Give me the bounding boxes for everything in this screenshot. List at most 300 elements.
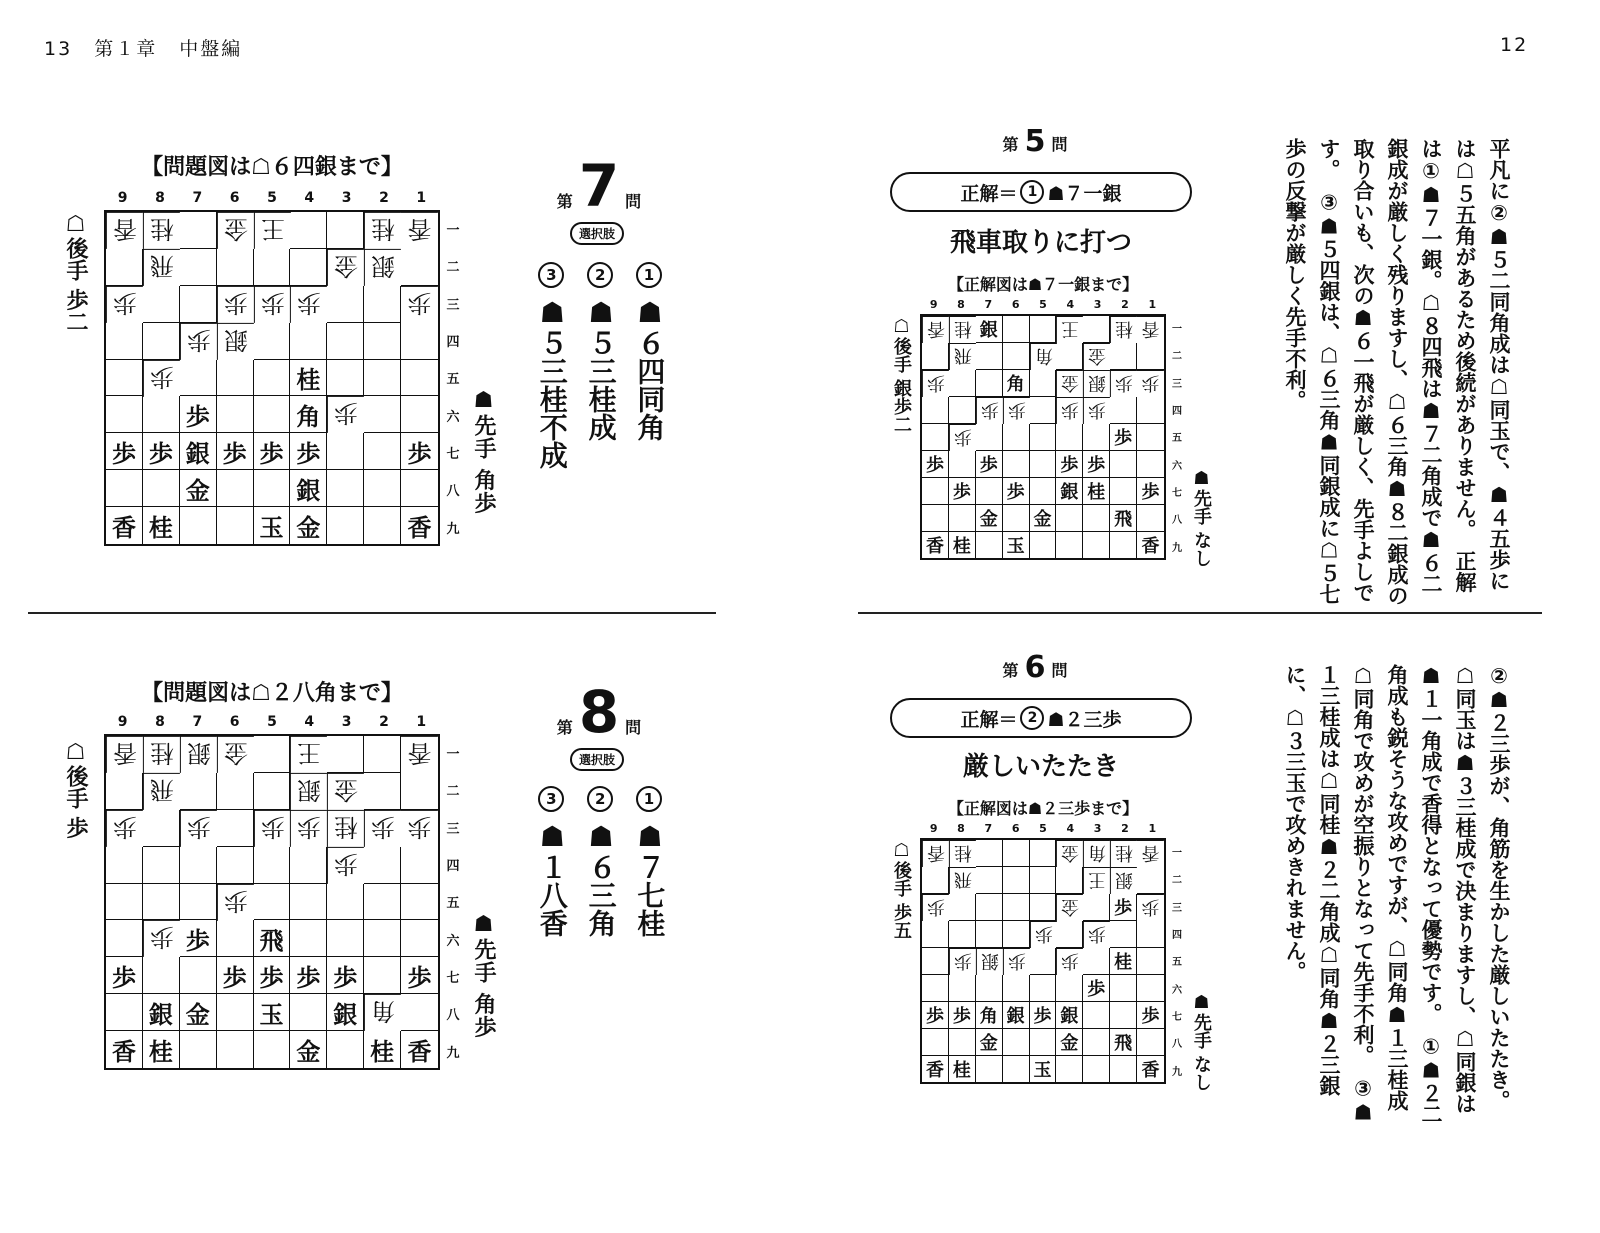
gote-piece: 桂: [1110, 840, 1137, 867]
sente-piece: 玉: [1030, 1056, 1057, 1082]
sente-piece: 玉: [1003, 532, 1030, 558]
board-square: [1003, 867, 1030, 894]
rank-label: 九: [1172, 1066, 1182, 1078]
sente-piece: 金: [976, 505, 1003, 532]
file-label: 9: [117, 190, 128, 206]
board-square: [217, 994, 254, 1031]
rank-label: 一: [1172, 324, 1182, 336]
question-number: 8: [578, 678, 620, 746]
answer-box: [890, 172, 1192, 212]
sente-piece: 歩: [401, 957, 438, 994]
question-heading: [540, 152, 658, 220]
board-square: [401, 360, 438, 397]
gote-piece: 歩: [1056, 948, 1083, 975]
board-square: [143, 286, 180, 323]
gote-piece: 香: [106, 212, 143, 249]
sente-piece: 銀: [1003, 1002, 1030, 1029]
board-square: [1110, 532, 1137, 558]
board-square: [401, 884, 438, 921]
board-square: [976, 975, 1003, 1002]
rank-labels: [1168, 838, 1186, 1084]
rank-label: 二: [1172, 351, 1182, 363]
file-label: 6: [229, 190, 240, 206]
board-square: [143, 470, 180, 507]
rank-label: 三: [446, 297, 460, 313]
board-square: [1030, 948, 1057, 975]
answer-box: [890, 698, 1192, 738]
board-square: [364, 884, 401, 921]
file-label: 3: [1093, 822, 1102, 835]
board-square: [976, 1056, 1003, 1082]
board-square: [976, 840, 1003, 867]
commentary: 平凡に②☗５二同角成は☖同玉で、☗４五歩には☖５五角があるため後続がありません。 正解は①☗７一銀。☖８四飛は☗７二角成で☗６二銀成が厳しく残りますし、☖６三角☗８二銀成の取り合いも、次の☗６一飛が厳しく、先手よしです。 ③☗５四銀は、☖６三角☗同銀成に☖５七歩の反撃が厳しく先手不利。: [1283, 138, 1511, 606]
board-square: [327, 323, 364, 360]
choices-label: 選択肢: [570, 222, 624, 245]
chapter-label: 第１章: [94, 38, 158, 60]
sente-piece: 銀: [143, 994, 180, 1031]
board-square: [254, 323, 291, 360]
board-square: [254, 1031, 291, 1068]
board-square: [1030, 478, 1057, 505]
board-square: [976, 532, 1003, 558]
gote-piece: 金: [327, 773, 364, 810]
page-number-right: 12: [1500, 34, 1529, 56]
board-square: [217, 507, 254, 544]
gote-piece: 歩: [106, 810, 143, 847]
gote-piece: 歩: [1083, 397, 1110, 424]
gote-piece: 銀: [1110, 867, 1137, 894]
gote-piece: 飛: [143, 249, 180, 286]
file-label: 2: [379, 190, 389, 206]
board-square: [1030, 370, 1057, 397]
gote-piece: 歩: [290, 810, 327, 847]
board-square: [1056, 505, 1083, 532]
gote-piece: 王: [254, 212, 291, 249]
sente-piece: 歩: [1137, 478, 1164, 505]
board-square: [976, 370, 1003, 397]
question-label-post: 問: [1051, 661, 1068, 680]
board-square: [364, 360, 401, 397]
sente-piece: 銀: [180, 433, 217, 470]
gote-piece: 銀: [976, 948, 1003, 975]
gote-piece: 香: [401, 212, 438, 249]
gote-piece: 桂: [143, 212, 180, 249]
board-square: [327, 1031, 364, 1068]
board-square: [180, 847, 217, 884]
gote-hand: ☖後手 銀歩二: [891, 316, 912, 434]
board-square: [106, 920, 143, 957]
sente-piece: 歩: [217, 433, 254, 470]
sente-piece: 金: [1056, 1029, 1083, 1056]
board-square: [217, 470, 254, 507]
board-square: [1003, 1056, 1030, 1082]
board-square: [1003, 343, 1030, 370]
question-label-pre: 第: [556, 192, 573, 212]
file-label: 9: [117, 714, 128, 730]
gote-piece: 歩: [143, 360, 180, 397]
board-square: [254, 736, 291, 773]
board-square: [327, 212, 364, 249]
sente-piece: 歩: [290, 957, 327, 994]
divider-right: [858, 612, 1542, 614]
sente-piece: 金: [1030, 505, 1057, 532]
board-square: [364, 323, 401, 360]
file-label: 8: [957, 298, 965, 311]
board-square: [1003, 975, 1030, 1002]
gote-piece: 王: [1056, 316, 1083, 343]
sente-piece: 桂: [143, 1031, 180, 1068]
gote-piece: 桂: [949, 316, 976, 343]
board-square: [1137, 397, 1164, 424]
gote-piece: 歩: [949, 948, 976, 975]
gote-piece: 桂: [143, 736, 180, 773]
rank-label: 九: [446, 521, 460, 537]
gote-piece: 歩: [1003, 948, 1030, 975]
rank-label: 三: [1172, 378, 1182, 390]
board-square: [1110, 1002, 1137, 1029]
board-square: [143, 957, 180, 994]
rank-label: 四: [1172, 406, 1182, 418]
gote-piece: 銀: [1083, 370, 1110, 397]
board-square: [1056, 532, 1083, 558]
answer-subtitle: 飛車取りに打つ: [949, 228, 1132, 258]
board-square: [949, 1029, 976, 1056]
sente-piece: 歩: [143, 433, 180, 470]
gote-piece: 飛: [949, 343, 976, 370]
board-square: [217, 773, 254, 810]
board-square: [254, 470, 291, 507]
sente-piece: 歩: [922, 1002, 949, 1029]
sente-piece: 歩: [327, 957, 364, 994]
board-square: [401, 249, 438, 286]
board-square: [976, 921, 1003, 948]
board-square: [364, 286, 401, 323]
sente-piece: 金: [290, 1031, 327, 1068]
gote-piece: 歩: [949, 424, 976, 451]
sente-piece: 歩: [106, 957, 143, 994]
answer-prefix: 正解＝: [960, 182, 1018, 205]
sente-piece: 桂: [949, 1056, 976, 1082]
commentary: ②☗２三歩が、角筋を生かした厳しいたたき。☖同玉は☗３三桂成で決まりますし、☖同銀は☗１一角成で香得となって優勢です。 ①☗２二角成も鋭そうな攻めですが、☖同角☗１三桂成☖同角で攻めが空振りとなって先手不利。 ③☗１三桂成は☖同桂☗２二角成☖同角☗２三銀に、☖３三玉で攻めきれません。: [1283, 664, 1511, 1125]
sente-piece: 銀: [976, 316, 1003, 343]
file-label: 4: [304, 190, 315, 206]
gote-piece: 金: [1056, 894, 1083, 921]
shogi-board: [920, 838, 1166, 1084]
rank-label: 六: [446, 409, 460, 425]
gote-piece: 歩: [976, 397, 1003, 424]
board-square: [180, 773, 217, 810]
board-square: [180, 212, 217, 249]
sente-piece: 歩: [180, 396, 217, 433]
sente-piece: 歩: [254, 957, 291, 994]
board-square: [180, 249, 217, 286]
board-square: [106, 396, 143, 433]
gote-piece: 銀: [290, 773, 327, 810]
board-square: [949, 921, 976, 948]
board-square: [1003, 921, 1030, 948]
gote-piece: 歩: [217, 286, 254, 323]
gote-piece: 金: [1056, 370, 1083, 397]
gote-piece: 銀: [217, 323, 254, 360]
file-label: 5: [267, 190, 277, 206]
rank-label: 一: [446, 747, 460, 763]
question-heading: [980, 650, 1090, 685]
sente-hand: ☗先手 なし: [1191, 992, 1212, 1092]
board-square: [922, 867, 949, 894]
gote-piece: 銀: [180, 736, 217, 773]
rank-label: 七: [446, 971, 460, 987]
board-square: [1137, 975, 1164, 1002]
board-square: [290, 994, 327, 1031]
file-label: 6: [1011, 298, 1020, 311]
rank-label: 二: [1172, 875, 1182, 887]
file-label: 4: [304, 714, 315, 730]
board-square: [1030, 397, 1057, 424]
sente-piece: 桂: [1110, 948, 1137, 975]
board-square: [1003, 505, 1030, 532]
board-square: [922, 505, 949, 532]
gote-piece: 飛: [143, 773, 180, 810]
gote-piece: 香: [106, 736, 143, 773]
board-square: [1083, 1056, 1110, 1082]
rank-label: 七: [1172, 488, 1182, 500]
sente-piece: 歩: [1110, 424, 1137, 451]
board-square: [327, 507, 364, 544]
board-square: [180, 286, 217, 323]
board-square: [1056, 975, 1083, 1002]
file-label: 8: [155, 714, 165, 730]
sente-piece: 桂: [290, 360, 327, 397]
board-square: [217, 920, 254, 957]
board-square: [976, 867, 1003, 894]
sente-piece: 香: [922, 532, 949, 558]
choice-2: 2 ☗６三角: [585, 786, 616, 937]
board-square: [143, 396, 180, 433]
board-square: [1030, 1029, 1057, 1056]
board-square: [364, 396, 401, 433]
page-number-left: 13: [44, 38, 73, 60]
question-heading: [540, 678, 658, 746]
board-square: [1110, 1056, 1137, 1082]
file-label: 1: [1148, 822, 1157, 835]
board-square: [254, 847, 291, 884]
sente-piece: 銀: [290, 470, 327, 507]
board-square: [949, 397, 976, 424]
gote-piece: 金: [1056, 840, 1083, 867]
board-square: [143, 323, 180, 360]
sente-piece: 香: [922, 1056, 949, 1082]
shogi-board: [104, 210, 440, 546]
board-square: [217, 847, 254, 884]
file-label: 2: [1121, 822, 1129, 835]
rank-label: 六: [1172, 460, 1182, 472]
gote-piece: 歩: [1083, 921, 1110, 948]
board-square: [976, 478, 1003, 505]
gote-piece: 角: [1083, 840, 1110, 867]
sente-piece: 歩: [949, 1002, 976, 1029]
board-square: [1110, 397, 1137, 424]
board-square: [1110, 343, 1137, 370]
board-square: [327, 920, 364, 957]
board-square: [254, 773, 291, 810]
board-square: [1137, 948, 1164, 975]
gote-piece: 歩: [364, 810, 401, 847]
board-square: [1003, 316, 1030, 343]
gote-piece: 角: [364, 994, 401, 1031]
board-square: [1083, 1002, 1110, 1029]
gote-piece: 王: [290, 736, 327, 773]
question-number: 6: [1024, 650, 1046, 685]
answer-subtitle: 厳しいたたき: [962, 752, 1119, 782]
sente-piece: 桂: [949, 532, 976, 558]
rank-label: 九: [446, 1045, 460, 1061]
board-square: [1030, 894, 1057, 921]
sente-piece: 香: [407, 1037, 432, 1067]
gote-piece: 金: [327, 249, 364, 286]
rank-label: 九: [1172, 542, 1182, 554]
sente-piece: 飛: [1110, 505, 1137, 532]
rank-label: 八: [1172, 515, 1182, 527]
rank-label: 八: [1172, 1039, 1182, 1051]
gote-piece: 金: [217, 736, 254, 773]
gote-piece: 歩: [1030, 921, 1057, 948]
board-square: [1137, 343, 1164, 370]
running-head-left: [44, 34, 242, 61]
file-label: 6: [229, 714, 240, 730]
choice-3: 3 ☗１八香: [536, 786, 567, 937]
divider-left: [28, 612, 716, 614]
gote-piece: 歩: [1056, 397, 1083, 424]
board-square: [364, 736, 401, 773]
question-label-pre: 第: [1002, 661, 1019, 680]
gote-piece: 歩: [143, 920, 180, 957]
sente-piece: 角: [976, 1002, 1003, 1029]
answer-number: 2: [1020, 706, 1044, 730]
file-labels: [920, 298, 1166, 311]
sente-piece: 歩: [106, 433, 143, 470]
file-label: 1: [416, 190, 427, 206]
file-label: 4: [1066, 298, 1075, 311]
sente-piece: 香: [106, 507, 143, 544]
sente-piece: 玉: [254, 994, 291, 1031]
board-square: [143, 847, 180, 884]
shogi-board: [920, 314, 1166, 560]
board-square: [290, 323, 327, 360]
board-square: [1137, 867, 1164, 894]
board-square: [327, 470, 364, 507]
board-square: [1110, 478, 1137, 505]
board-square: [327, 736, 364, 773]
sente-hand: ☗先手 角歩: [471, 912, 496, 1039]
question-label-post: 問: [625, 192, 642, 212]
gote-piece: 香: [401, 736, 438, 773]
board-square: [327, 433, 364, 470]
gote-piece: 歩: [327, 396, 364, 433]
file-label: 8: [957, 822, 965, 835]
question-label-pre: 第: [556, 718, 573, 738]
board-square: [922, 948, 949, 975]
choices-label: 選択肢: [570, 748, 624, 771]
board-square: [1137, 424, 1164, 451]
rank-labels: [1168, 314, 1186, 560]
board-square: [1003, 424, 1030, 451]
board-square: [180, 360, 217, 397]
diagram-title: 【問題図は☖２八角まで】: [141, 681, 403, 706]
board-square: [922, 478, 949, 505]
board-square: [976, 894, 1003, 921]
board-square: [364, 957, 401, 994]
board-square: [1056, 1056, 1083, 1082]
board-square: [290, 884, 327, 921]
question-label-post: 問: [1051, 135, 1068, 154]
board-square: [401, 847, 438, 884]
rank-label: 一: [446, 223, 460, 239]
sente-piece: 金: [180, 994, 217, 1031]
file-label: 9: [929, 298, 938, 311]
board-square: [1137, 1029, 1164, 1056]
file-labels: [104, 714, 440, 730]
board-square: [1083, 894, 1110, 921]
gote-piece: 歩: [217, 884, 254, 921]
board-square: [949, 894, 976, 921]
rank-label: 五: [1172, 957, 1182, 969]
rank-label: 六: [446, 933, 460, 949]
board-square: [106, 773, 143, 810]
sente-piece: 歩: [254, 433, 291, 470]
question-number: 7: [578, 152, 620, 220]
file-label: 5: [1039, 298, 1047, 311]
board-square: [1030, 424, 1057, 451]
board-square: [217, 249, 254, 286]
rank-label: 八: [446, 484, 460, 500]
board-square: [254, 360, 291, 397]
board-square: [1030, 316, 1057, 343]
gote-piece: 飛: [949, 867, 976, 894]
board-square: [1137, 505, 1164, 532]
sente-piece: 歩: [1137, 1002, 1164, 1029]
gote-piece: 銀: [364, 249, 401, 286]
board-square: [976, 424, 1003, 451]
choice-1: 1 ☗６四同角: [634, 262, 665, 469]
board-square: [364, 507, 401, 544]
gote-piece: 桂: [949, 840, 976, 867]
gote-piece: 香: [922, 840, 949, 867]
file-label: 3: [341, 714, 352, 730]
board-square: [401, 920, 438, 957]
rank-label: 七: [446, 447, 460, 463]
board-square: [327, 286, 364, 323]
gote-piece: 歩: [1003, 397, 1030, 424]
gote-piece: 歩: [106, 286, 143, 323]
board-square: [254, 396, 291, 433]
gote-piece: 香: [1137, 316, 1164, 343]
board-square: [180, 957, 217, 994]
sente-piece: 玉: [254, 507, 291, 544]
file-label: 3: [341, 190, 352, 206]
file-label: 1: [1148, 298, 1157, 311]
rank-label: 二: [446, 784, 460, 800]
diagram-title: 【正解図は☗２三歩まで】: [947, 799, 1139, 818]
choice-1: 1 ☗７七桂: [634, 786, 665, 937]
board-square: [401, 470, 438, 507]
choice-3: 3 ☗５三桂不成: [536, 262, 567, 469]
board-square: [1110, 921, 1137, 948]
sente-piece: 香: [1141, 536, 1160, 557]
rank-label: 六: [1172, 984, 1182, 996]
question-heading: [980, 124, 1090, 159]
file-label: 1: [416, 714, 427, 730]
file-label: 4: [1066, 822, 1075, 835]
